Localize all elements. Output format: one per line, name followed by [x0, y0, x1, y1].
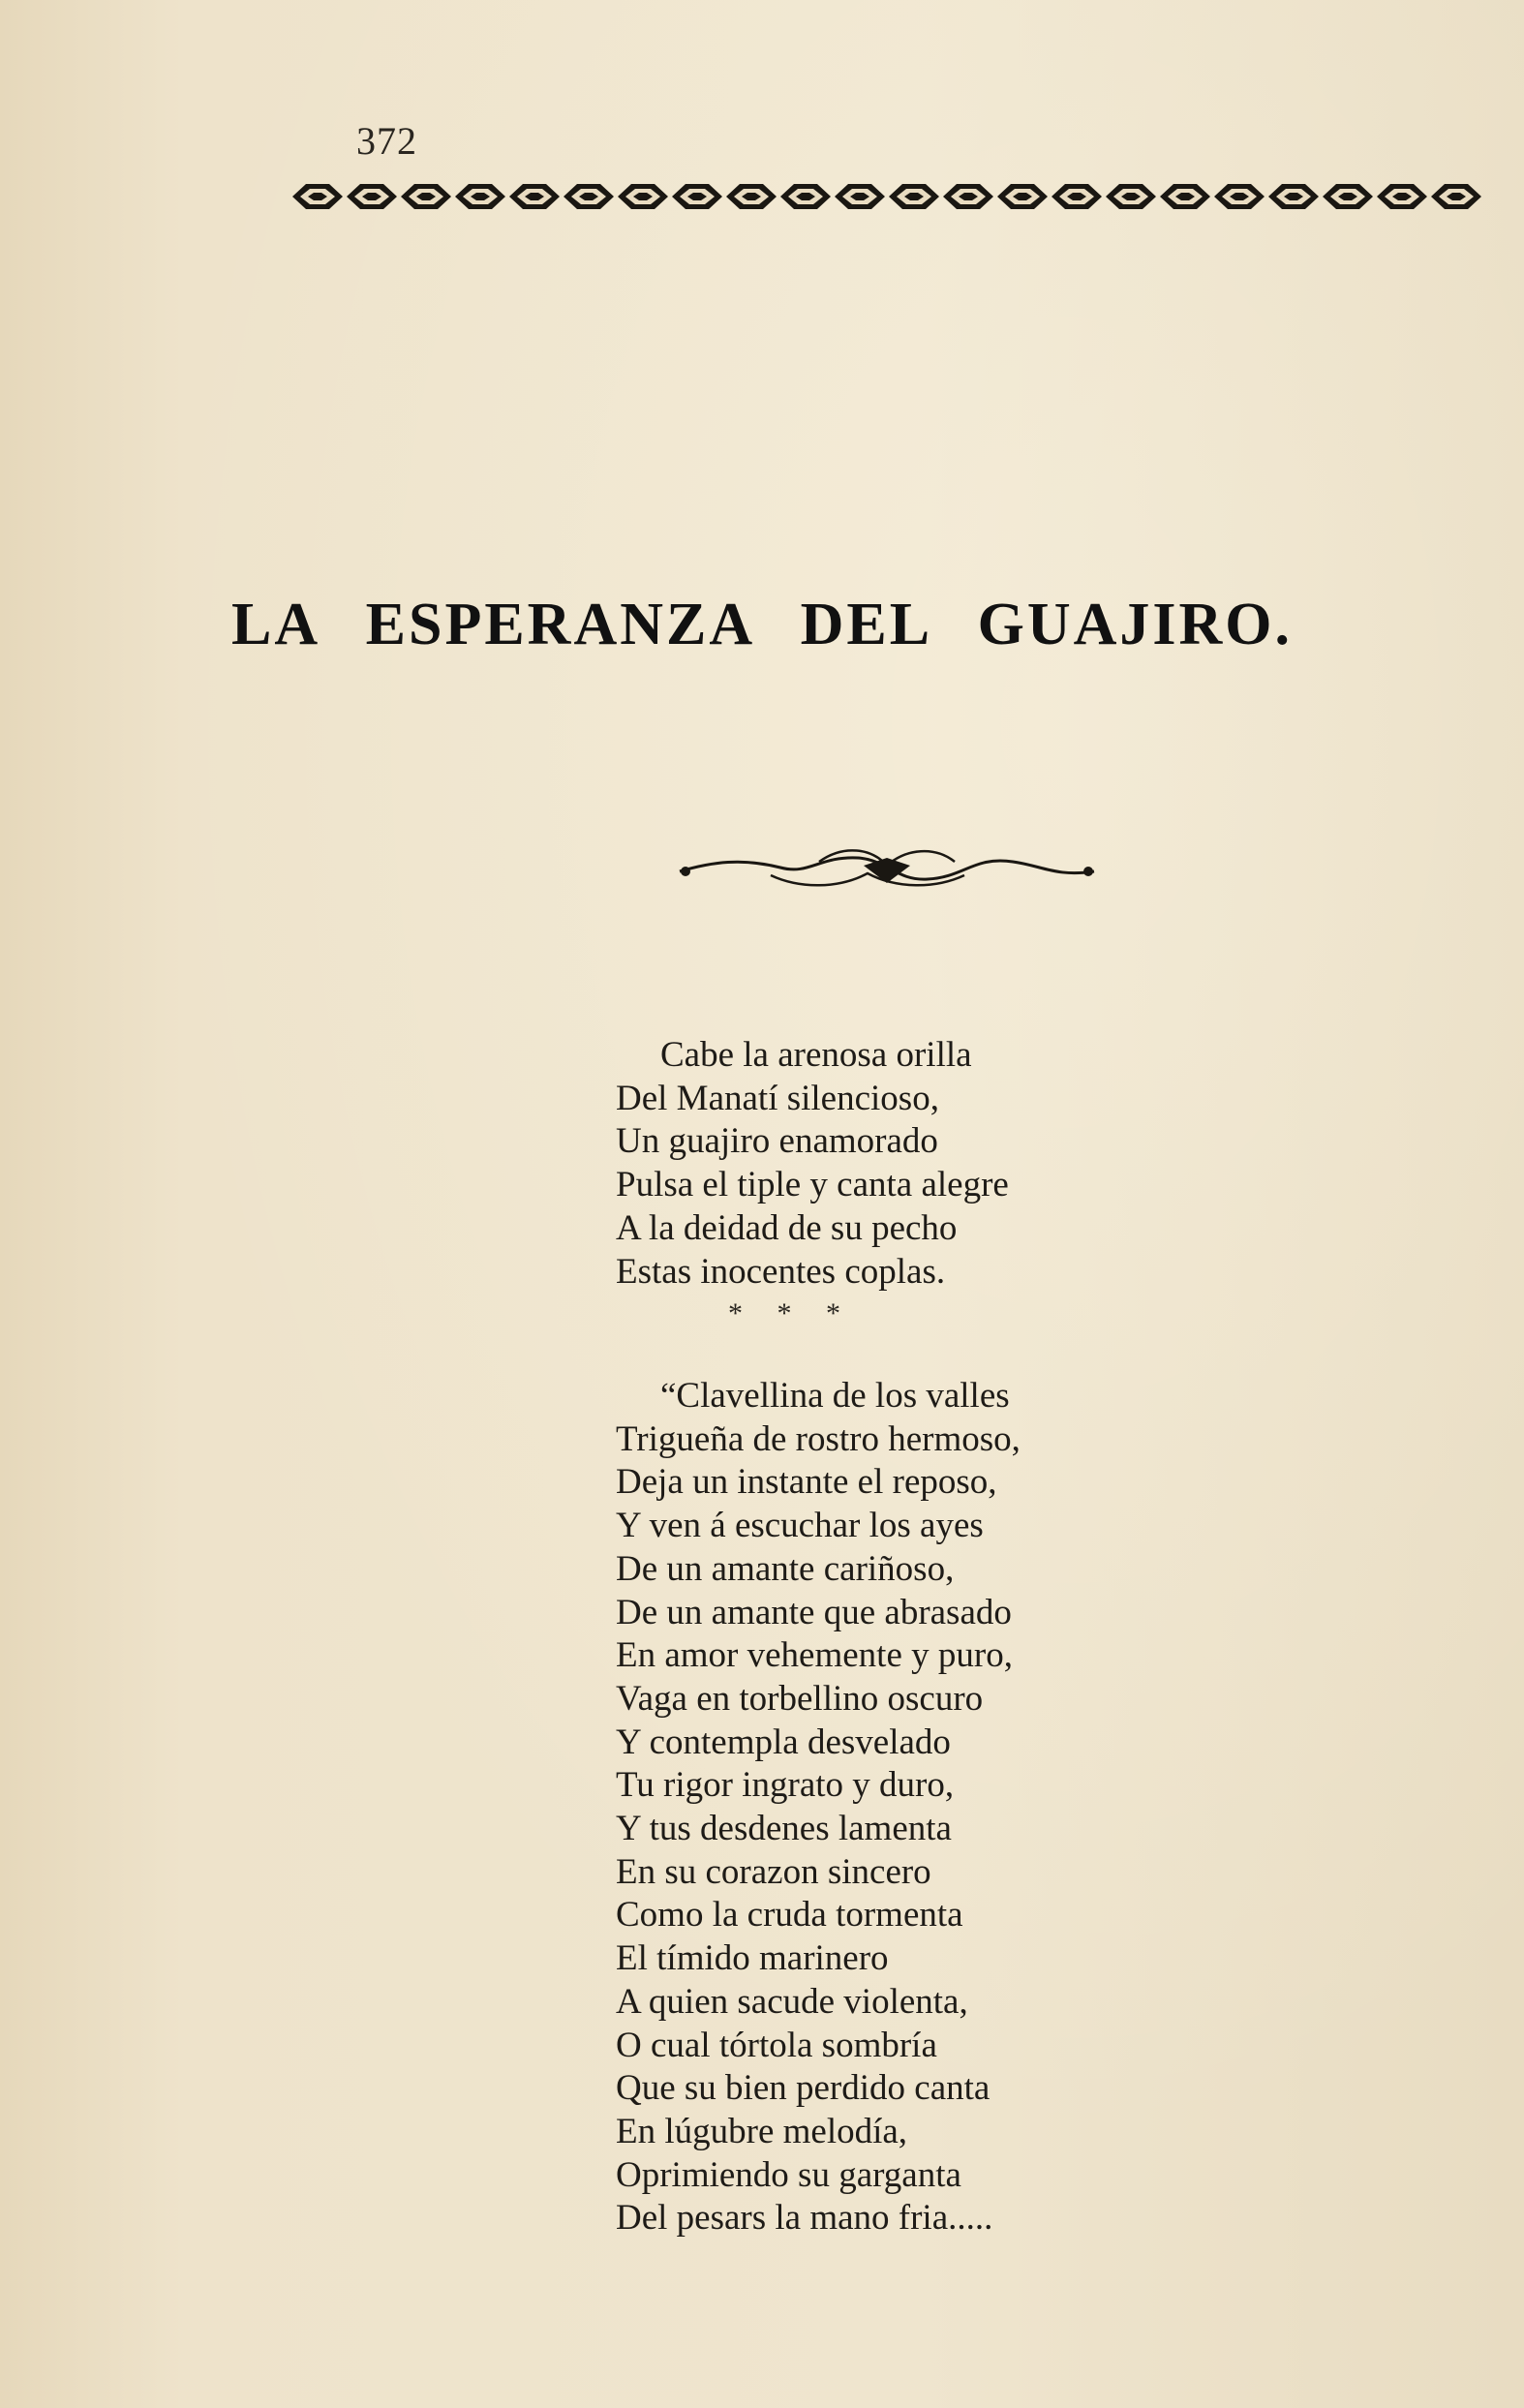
- title-word: LA: [230, 592, 321, 657]
- verse-line: De un amante cariñoso,: [616, 1548, 955, 1589]
- verse-line: Oprimiendo su garganta: [616, 2154, 961, 2195]
- verse-line: Vaga en torbellino oscuro: [616, 1678, 984, 1719]
- verse-line: Tu rigor ingrato y duro,: [616, 1765, 955, 1806]
- verse-line: De un amante que abrasado: [616, 1592, 1012, 1632]
- stanza-separator: * * *: [728, 1297, 854, 1329]
- verse-line: Trigueña de rostro hermoso,: [616, 1418, 1021, 1459]
- verse-line: En lúgubre melodía,: [616, 2111, 908, 2151]
- verse-line: En amor vehemente y puro,: [616, 1635, 1013, 1676]
- decorative-header-border: [290, 176, 1483, 217]
- verse-line: Estas inocentes coplas.: [616, 1251, 946, 1292]
- verse-line: Y ven á escuchar los ayes: [616, 1506, 984, 1546]
- verse-line: “Clavellina de los valles: [660, 1376, 1010, 1416]
- title-word: DEL: [800, 592, 933, 657]
- verse-line: Como la cruda tormenta: [616, 1895, 963, 1936]
- poem-title: [0, 591, 1524, 659]
- verse-line: El tímido marinero: [616, 1938, 889, 1979]
- stanza-2: [616, 1375, 1021, 2240]
- verse-line: Deja un instante el reposo,: [616, 1462, 997, 1503]
- verse-line: Pulsa el tiple y canta alegre: [616, 1165, 1009, 1205]
- verse-line: O cual tórtola sombría: [616, 2025, 937, 2065]
- title-word: GUAJIRO.: [977, 592, 1294, 657]
- verse-line: Un guajiro enamorado: [616, 1121, 938, 1162]
- verse-line: Que su bien perdido canta: [616, 2068, 991, 2109]
- verse-line: Y tus desdenes lamenta: [616, 1809, 952, 1849]
- verse-line: Del pesars la mano fria.....: [616, 2198, 993, 2239]
- ornamental-flourish: [674, 840, 1100, 902]
- verse-line: Y contempla desvelado: [616, 1722, 951, 1762]
- verse-line: Del Manatí silencioso,: [616, 1078, 939, 1118]
- verse-line: A quien sacude violenta,: [616, 1981, 968, 2022]
- verse-line: Cabe la arenosa orilla: [660, 1035, 972, 1075]
- title-word: ESPERANZA: [365, 592, 756, 657]
- page-number: 372: [356, 119, 417, 163]
- verse-line: En su corazon sincero: [616, 1851, 931, 1892]
- verse-line: A la deidad de su pecho: [616, 1207, 958, 1248]
- stanza-1: [616, 1034, 1009, 1294]
